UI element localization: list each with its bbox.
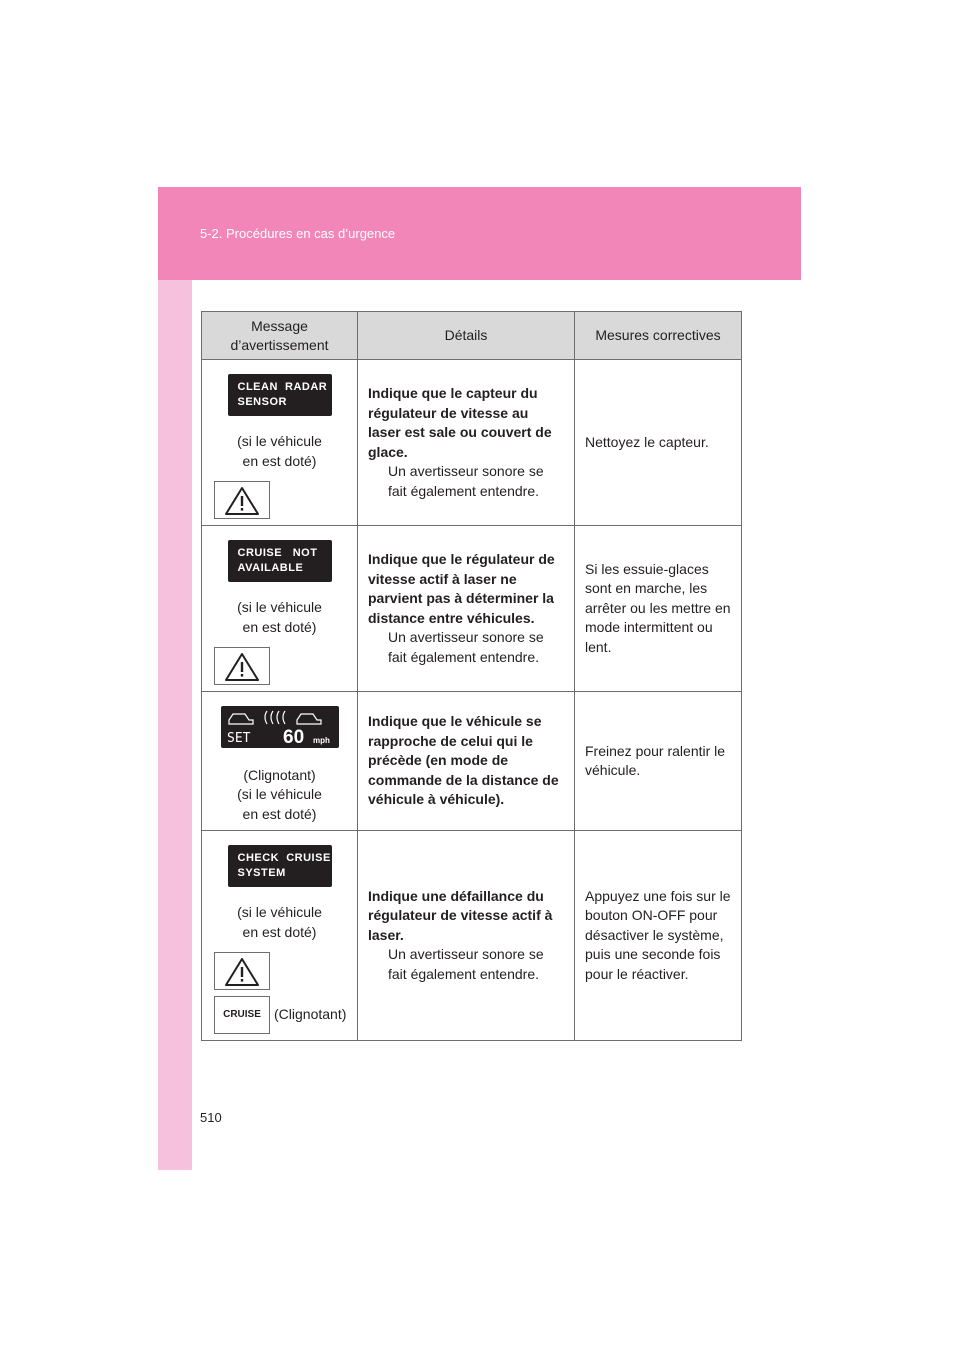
warning-triangle-icon xyxy=(214,481,270,519)
details-main: Indique une défaillance du régulateur de vitesse actif à laser. xyxy=(368,887,553,943)
details-main: Indique que le véhicule se rapproche de celui qui le précède (en mode de commande de la distance de véhicule à véhicule). xyxy=(368,713,559,808)
display-text: AVAILABLE xyxy=(237,562,304,574)
details-main: Indique que le régulateur de vitesse actif à laser ne parvient pas à déterminer la distance entre véhicules. xyxy=(368,551,555,626)
equipment-note: (Clignotant) (si le véhicule en est doté) xyxy=(237,766,322,822)
section-title: 5-2. Procédures en cas d’urgence xyxy=(200,226,396,241)
message-cell xyxy=(202,692,358,831)
column-header-action: Mesures correctives xyxy=(575,312,742,360)
warning-triangle-icon xyxy=(214,952,270,990)
side-strip xyxy=(158,280,192,1170)
display-speed-value: 60 xyxy=(282,727,304,748)
display-distance-set-speed xyxy=(221,706,339,748)
details-sub: Un avertisseur sonore se fait également entendre. xyxy=(388,946,544,982)
message-cell xyxy=(202,360,358,526)
details-cell xyxy=(358,692,575,831)
vehicle-distance-icon xyxy=(229,711,321,724)
display-text: CRUISE NOT xyxy=(237,547,318,559)
message-cell xyxy=(202,831,358,1041)
table-header-row xyxy=(202,312,742,360)
equipment-note: (si le véhicule en est doté) xyxy=(237,433,322,469)
column-header-details: Détails xyxy=(358,312,575,360)
display-text: SYSTEM xyxy=(237,867,286,879)
table-row xyxy=(202,526,742,692)
details-cell xyxy=(358,526,575,692)
display-text: SENSOR xyxy=(237,396,287,408)
action-cell: Nettoyez le capteur. xyxy=(575,360,742,526)
display-cruise-not-available xyxy=(228,540,332,582)
display-speed-unit: mph xyxy=(312,736,330,745)
display-text: CLEAN RADAR xyxy=(237,381,328,393)
warning-table xyxy=(201,311,742,1041)
details-sub: Un avertisseur sonore se fait également entendre. xyxy=(388,629,544,665)
display-check-cruise-system xyxy=(228,845,332,887)
table-row xyxy=(202,360,742,526)
details-cell xyxy=(358,360,575,526)
equipment-note: (si le véhicule en est doté) xyxy=(237,904,322,940)
column-header-message: Message d’avertissement xyxy=(202,312,358,360)
page-number: 510 xyxy=(200,1110,222,1125)
action-cell: Appuyez une fois sur le bouton ON-OFF pour désactiver le système, puis une seconde fois pour le réactiver. xyxy=(575,831,742,1041)
display-text: CHECK CRUISE xyxy=(237,852,331,864)
display-clean-radar-sensor xyxy=(228,374,332,416)
details-cell xyxy=(358,831,575,1041)
equipment-note: (si le véhicule en est doté) xyxy=(237,599,322,635)
display-set-label: SET xyxy=(226,731,250,746)
action-cell: Si les essuie-glaces sont en marche, les arrêter ou les mettre en mode intermittent ou lent. xyxy=(575,526,742,692)
warning-triangle-icon xyxy=(214,647,270,685)
message-cell xyxy=(202,526,358,692)
blinking-note: (Clignotant) xyxy=(274,1006,347,1023)
cruise-indicator-row xyxy=(214,996,357,1034)
table-row xyxy=(202,692,742,831)
action-cell: Freinez pour ralentir le véhicule. xyxy=(575,692,742,831)
cruise-indicator-icon: CRUISE xyxy=(214,996,270,1034)
details-sub: Un avertisseur sonore se fait également entendre. xyxy=(388,463,544,499)
details-main: Indique que le capteur du régulateur de vitesse au laser est sale ou couvert de glace. xyxy=(368,385,552,460)
table-row xyxy=(202,831,742,1041)
